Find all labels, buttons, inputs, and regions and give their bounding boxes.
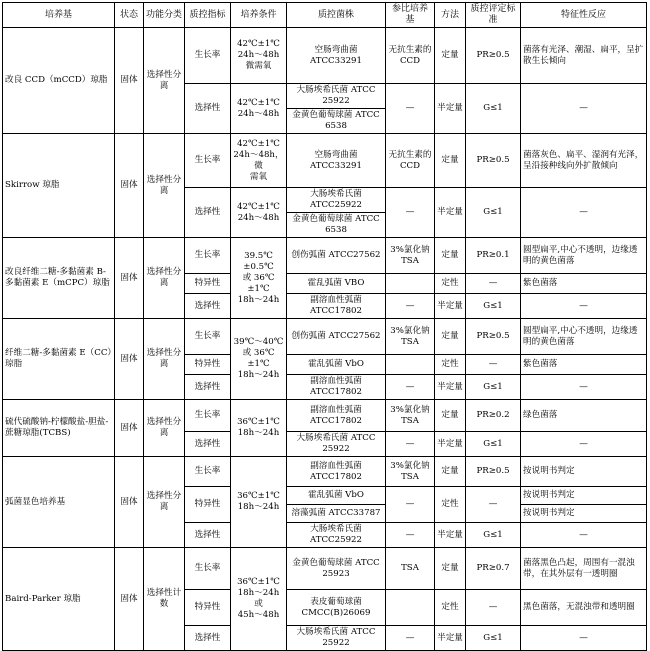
medium-name: Baird-Parker 琼脂: [3, 548, 115, 651]
reference-medium: —: [386, 375, 435, 400]
culture-conditions: [231, 238, 287, 319]
qc-indicator: 选择性: [185, 188, 231, 238]
text-line: 副溶血性弧菌 ATCC17802: [310, 460, 362, 482]
culture-conditions: [231, 188, 287, 238]
text-line: 副溶血性弧菌 ATCC17802: [310, 376, 362, 397]
text-line: 24h～48h: [237, 108, 280, 119]
qc-indicator: 生长率: [185, 238, 231, 274]
criterion: —: [466, 487, 521, 523]
reference-medium: —: [386, 432, 435, 457]
qc-indicator: 选择性: [185, 432, 231, 457]
criterion: PR≥0.1: [466, 238, 521, 274]
reaction: 菌落灰色、扁平、湿润有光泽，呈沿接种线向外扩散倾向: [521, 134, 647, 188]
culture-conditions: [231, 457, 287, 548]
header-reference: 参比培养基: [386, 3, 435, 28]
medium-state: 固体: [115, 134, 144, 238]
table-row: [3, 457, 647, 487]
reaction: —: [521, 432, 647, 457]
text-line: 或 36℃±1℃: [242, 348, 275, 369]
criterion: G≤1: [466, 375, 521, 400]
medium-name: 纤维二糖-多黏菌素 E（CC）琼脂: [3, 319, 115, 400]
reaction: —: [521, 626, 647, 651]
medium-category: 选择性分离: [144, 238, 185, 319]
text-line: 36℃±1℃: [237, 577, 280, 587]
qc-strain: 金黄色葡萄球菌 ATCC 6538: [287, 213, 386, 238]
criterion: PR≥0.5: [466, 319, 521, 355]
reference-medium: —: [386, 188, 435, 238]
reaction: 菌落有光泽、潮湿、扁平，呈扩散生长倾向: [521, 28, 647, 84]
medium-state: 固体: [115, 238, 144, 319]
text-line: 大肠埃希氏菌 ATCC25922: [310, 524, 362, 545]
text-line: CMCC(B)26069: [301, 607, 371, 618]
medium-category: 选择性分离: [144, 134, 185, 238]
criterion: PR≥0.2: [466, 400, 521, 432]
qc-strain: [287, 134, 386, 188]
method: 半定量: [435, 626, 466, 651]
method: 定性: [435, 487, 466, 523]
criterion: G≤1: [466, 523, 521, 548]
method: 定量: [435, 238, 466, 274]
medium-state: 固体: [115, 28, 144, 134]
text-line: 24h～48h，微: [233, 149, 284, 171]
qc-strain: [287, 294, 386, 319]
reaction: 圆型扁平,中心不透明，边缘透明的黄色菌落: [521, 238, 647, 274]
method: 半定量: [435, 523, 466, 548]
medium-state: 固体: [115, 548, 144, 651]
qc-strain: [287, 274, 386, 294]
method: 定量: [435, 457, 466, 487]
criterion: PR≥0.5: [466, 28, 521, 84]
text-line: 表皮葡萄球菌: [310, 596, 362, 607]
reaction: 按说明书判定: [521, 457, 647, 487]
method: 半定量: [435, 375, 466, 400]
method: 定量: [435, 28, 466, 84]
text-line: 18h～24h: [237, 502, 280, 512]
text-line: 39.5℃±0.5℃: [243, 250, 274, 272]
table-row: [3, 28, 647, 84]
qc-strain: [287, 432, 386, 457]
header-row: [3, 3, 647, 28]
text-line: 霍乱弧菌 VBO: [307, 278, 365, 288]
reaction: 按说明书判定: [521, 487, 647, 505]
reaction: 圆型扁平,中心不透明，边缘透明的黄色菌落: [521, 319, 647, 355]
header-medium: 培养基: [3, 3, 115, 28]
reaction: 菌落黑色凸起，周围有一混浊带，在其外层有一透明圈: [521, 548, 647, 590]
qc-strain: 溶藻弧菌 ATCC33787: [287, 505, 386, 523]
method: 定量: [435, 400, 466, 432]
text-line: 大肠埃希氏菌 ATCC 25922: [296, 433, 376, 454]
method: 半定量: [435, 432, 466, 457]
medium-state: 固体: [115, 400, 144, 457]
text-line: 42℃±1℃: [237, 201, 280, 212]
reaction: 按说明书判定: [521, 505, 647, 523]
text-line: 霍乱弧菌 VbO: [308, 359, 364, 369]
text-line: 需氧: [249, 171, 268, 182]
qc-indicator: 生长率: [185, 134, 231, 188]
qc-indicator: 生长率: [185, 28, 231, 84]
text-line: 42℃±1℃: [237, 138, 280, 149]
criterion: PR≥0.5: [466, 457, 521, 487]
reaction: —: [521, 84, 647, 134]
text-line: 大肠埃希氏菌 ATCC 25922: [296, 627, 376, 648]
header-state: 状态: [115, 3, 144, 28]
culture-conditions: [231, 319, 287, 400]
header-method: 方法: [435, 3, 466, 28]
qc-indicator: 生长率: [185, 319, 231, 355]
qc-strain: [287, 590, 386, 626]
table-row: [3, 319, 647, 355]
method: 定量: [435, 319, 466, 355]
qc-strain: [287, 28, 386, 84]
medium-name: 改良 CCD（mCCD）琼脂: [3, 28, 115, 134]
reference-medium: 无抗生素的CCD: [386, 134, 435, 188]
qc-strain: [287, 626, 386, 651]
criterion: G≤1: [466, 626, 521, 651]
qc-indicator: 特异性: [185, 274, 231, 294]
criterion: —: [466, 274, 521, 294]
text-line: 微需氧: [245, 61, 272, 71]
qc-indicator: 选择性: [185, 626, 231, 651]
culture-conditions: [231, 28, 287, 84]
reaction: —: [521, 188, 647, 238]
qc-strain: [287, 400, 386, 432]
culture-conditions: [231, 400, 287, 457]
reference-medium: —: [386, 487, 435, 523]
culture-conditions: [231, 548, 287, 651]
criterion: —: [466, 355, 521, 375]
medium-name: 弧菌显色培养基: [3, 457, 115, 548]
qc-indicator: 生长率: [185, 457, 231, 487]
reaction: —: [521, 523, 647, 548]
text-line: 或 36℃±1℃: [242, 272, 275, 294]
method: 定性: [435, 274, 466, 294]
qc-indicator: 选择性: [185, 523, 231, 548]
qc-strain: [287, 355, 386, 375]
header-indicator: 质控指标: [185, 3, 231, 28]
text-line: 创伤弧菌 ATCC27562: [291, 331, 381, 341]
medium-name: 改良纤维二糖-多黏菌素 B-多黏菌素 E（mCPC）琼脂: [3, 238, 115, 319]
medium-category: 选择性分离: [144, 28, 185, 134]
medium-state: 固体: [115, 457, 144, 548]
text-line: 42℃±1℃: [237, 97, 280, 108]
criterion: G≤1: [466, 84, 521, 134]
criterion: PR≥0.7: [466, 548, 521, 590]
header-reaction: 特征性反应: [521, 3, 647, 28]
table-row: [3, 548, 647, 590]
header-conditions: 培养条件: [231, 3, 287, 28]
qc-strain: [287, 375, 386, 400]
qc-strain: [287, 548, 386, 590]
qc-indicator: 生长率: [185, 400, 231, 432]
reference-medium: TSA: [386, 548, 435, 590]
text-line: 空肠弯曲菌 ATCC33291: [310, 149, 362, 171]
method: 半定量: [435, 294, 466, 319]
text-line: 18h～24h: [237, 294, 280, 305]
criterion: G≤1: [466, 188, 521, 238]
medium-name: 硫代硫酸钠-柠檬酸盐-胆盐-蔗糖琼脂(TCBS): [3, 400, 115, 457]
reference-medium: 3%氯化钠TSA: [386, 400, 435, 432]
medium-state: 固体: [115, 319, 144, 400]
reaction: 绿色菌落: [521, 400, 647, 432]
text-line: 24h～48h: [237, 50, 280, 60]
header-criterion: 质控评定标准: [466, 3, 521, 28]
table-row: [3, 134, 647, 188]
text-line: 42℃±1℃: [237, 39, 280, 49]
method: 定量: [435, 548, 466, 590]
header-category: 功能分类: [144, 3, 185, 28]
reference-medium: [386, 274, 435, 294]
reference-medium: [386, 590, 435, 626]
qc-indicator: 选择性: [185, 375, 231, 400]
qc-strain: [287, 457, 386, 487]
criterion: G≤1: [466, 432, 521, 457]
text-line: 副溶血性弧菌 ATCC17802: [310, 295, 362, 316]
text-line: 36℃±1℃: [237, 491, 280, 501]
medium-category: 选择性分离: [144, 400, 185, 457]
reaction: 紫色菌落: [521, 355, 647, 375]
qc-strain: [287, 523, 386, 548]
medium-category: 选择性计数: [144, 548, 185, 651]
text-line: 36℃±1℃: [237, 417, 280, 427]
reference-medium: [386, 355, 435, 375]
culture-conditions: [231, 84, 287, 134]
method: 定量: [435, 134, 466, 188]
reaction: —: [521, 294, 647, 319]
text-line: 45h～48h: [237, 610, 280, 620]
table-row: [3, 238, 647, 274]
qc-strain: 大肠埃希氏菌 ATCC25922: [287, 188, 386, 213]
qc-strain: 金黄色葡萄球菌 ATCC 6538: [287, 109, 386, 134]
qc-strain: [287, 319, 386, 355]
qc-indicator: 选择性: [185, 294, 231, 319]
text-line: 24h～48h: [237, 212, 280, 223]
medium-name: Skirrow 琼脂: [3, 134, 115, 238]
reaction: 黑色菌落，无混浊带和透明圈: [521, 590, 647, 626]
reference-medium: —: [386, 294, 435, 319]
text-line: 18h～24h 或: [237, 588, 280, 609]
qc-indicator: 特异性: [185, 355, 231, 375]
medium-category: 选择性分离: [144, 319, 185, 400]
qc-strain: 大肠埃希氏菌 ATCC 25922: [287, 84, 386, 109]
method: 半定量: [435, 84, 466, 134]
reference-medium: —: [386, 626, 435, 651]
text-line: 创伤弧菌 ATCC27562: [291, 250, 381, 260]
text-line: 副溶血性弧菌 ATCC17802: [310, 404, 362, 426]
qc-indicator: 特异性: [185, 590, 231, 626]
medium-category: 选择性分离: [144, 457, 185, 548]
text-line: 18h～24h: [237, 370, 280, 380]
qc-indicator: 选择性: [185, 84, 231, 134]
reaction: 紫色菌落: [521, 274, 647, 294]
reference-medium: 3%氯化钠TSA: [386, 238, 435, 274]
criterion: G≤1: [466, 294, 521, 319]
text-line: 18h～24h: [237, 428, 280, 438]
qc-indicator: 生长率: [185, 548, 231, 590]
media-qc-table: [2, 2, 647, 651]
text-line: 25923: [322, 568, 350, 579]
culture-conditions: [231, 134, 287, 188]
text-line: 39℃～40℃: [233, 337, 284, 347]
reference-medium: —: [386, 84, 435, 134]
qc-indicator: 特异性: [185, 487, 231, 523]
reference-medium: 无抗生素的CCD: [386, 28, 435, 84]
method: 定性: [435, 355, 466, 375]
text-line: 空肠弯曲菌 ATCC33291: [310, 44, 362, 66]
table-row: [3, 400, 647, 432]
qc-strain: [287, 238, 386, 274]
criterion: PR≥0.5: [466, 134, 521, 188]
reference-medium: —: [386, 523, 435, 548]
reaction: —: [521, 375, 647, 400]
method: 定性: [435, 590, 466, 626]
method: 半定量: [435, 188, 466, 238]
reference-medium: 3%氯化钠TSA: [386, 319, 435, 355]
text-line: 金黄色葡萄球菌 ATCC: [292, 557, 380, 568]
qc-strain: 霍乱弧菌 VbO: [287, 487, 386, 505]
criterion: —: [466, 590, 521, 626]
header-strain: 质控菌株: [287, 3, 386, 28]
reference-medium: 3%氯化钠TSA: [386, 457, 435, 487]
